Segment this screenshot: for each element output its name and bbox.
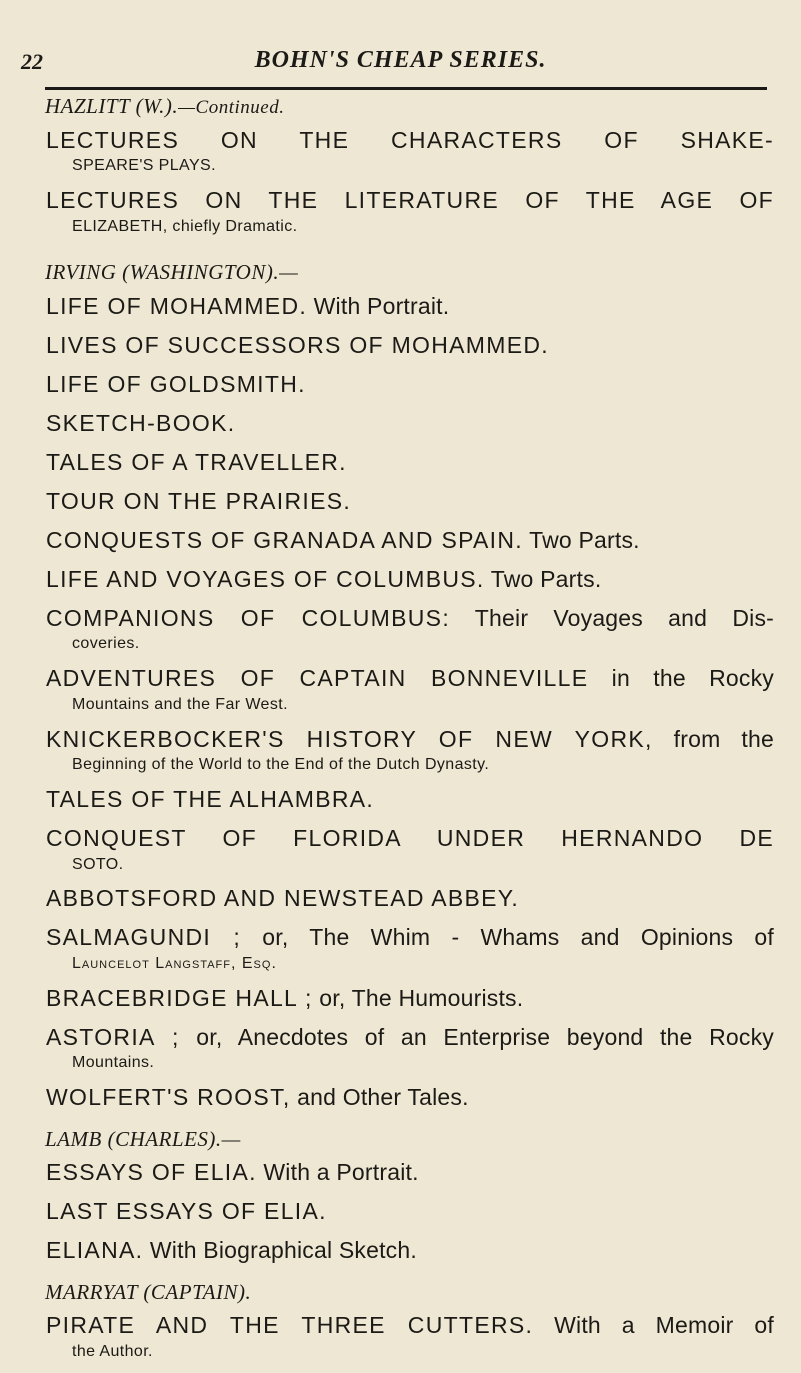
book-title: TALES OF THE ALHAMBRA.: [46, 786, 375, 812]
book-title: CONQUEST OF FLORIDA UNDER HERNANDO DE: [46, 825, 774, 851]
title-continuation: SOTO.: [72, 856, 124, 873]
book-title: ABBOTSFORD AND NEWSTEAD ABBEY.: [46, 885, 520, 911]
book-title: LIFE OF MOHAMMED. With Portrait.: [46, 293, 450, 319]
book-title: ADVENTURES OF CAPTAIN BONNEVILLE in the Rocky: [46, 665, 774, 691]
author-heading-hazlitt: HAZLITT (W.).—Continued.: [45, 94, 285, 118]
book-title: KNICKERBOCKER'S HISTORY OF NEW YORK, from the: [46, 726, 774, 752]
book-title: ASTORIA ; or, Anecdotes of an Enterprise beyond the Rocky: [46, 1024, 774, 1050]
title-continuation: Mountains and the Far West.: [72, 696, 288, 713]
header-rule: [45, 87, 767, 90]
author-heading-irving: IRVING (WASHINGTON).—: [45, 260, 299, 284]
book-title: SKETCH-BOOK.: [46, 410, 236, 436]
book-title: CONQUESTS OF GRANADA AND SPAIN. Two Parts.: [46, 527, 640, 553]
title-continuation: coveries.: [72, 635, 140, 652]
title-continuation: the Author.: [72, 1343, 153, 1360]
running-title: BOHN'S CHEAP SERIES.: [254, 47, 547, 73]
book-title: LECTURES ON THE CHARACTERS OF SHAKE-: [46, 127, 774, 153]
book-title: ESSAYS OF ELIA. With a Portrait.: [46, 1159, 419, 1185]
book-title: SALMAGUNDI ; or, The Whim - Whams and Opinions of: [46, 924, 774, 950]
book-title: LAST ESSAYS OF ELIA.: [46, 1198, 327, 1224]
book-title: BRACEBRIDGE HALL ; or, The Humourists.: [46, 985, 524, 1011]
book-title: COMPANIONS OF COLUMBUS: Their Voyages and Dis-: [46, 605, 774, 631]
title-continuation: Launcelot Langstaff, Esq.: [72, 955, 277, 972]
book-title: ELIANA. With Biographical Sketch.: [46, 1237, 417, 1263]
author-heading-marryat: MARRYAT (CAPTAIN).: [45, 1280, 252, 1304]
title-continuation: SPEARE'S PLAYS.: [72, 157, 216, 174]
title-continuation: ELIZABETH, chiefly Dramatic.: [72, 218, 298, 235]
book-title: LECTURES ON THE LITERATURE OF THE AGE OF: [46, 187, 774, 213]
book-title: PIRATE AND THE THREE CUTTERS. With a Memoir of: [46, 1312, 774, 1338]
book-title: LIFE OF GOLDSMITH.: [46, 371, 306, 397]
author-heading-lamb: LAMB (CHARLES).—: [45, 1127, 241, 1151]
page-number: 22: [21, 49, 43, 74]
title-continuation: Beginning of the World to the End of the Dutch Dynasty.: [72, 756, 490, 773]
book-title: TALES OF A TRAVELLER.: [46, 449, 347, 475]
book-title: LIFE AND VOYAGES OF COLUMBUS. Two Parts.: [46, 566, 602, 592]
title-continuation: Mountains.: [72, 1054, 155, 1071]
book-title: TOUR ON THE PRAIRIES.: [46, 488, 352, 514]
book-title: WOLFERT'S ROOST, and Other Tales.: [46, 1084, 469, 1110]
book-title: LIVES OF SUCCESSORS OF MOHAMMED.: [46, 332, 549, 358]
